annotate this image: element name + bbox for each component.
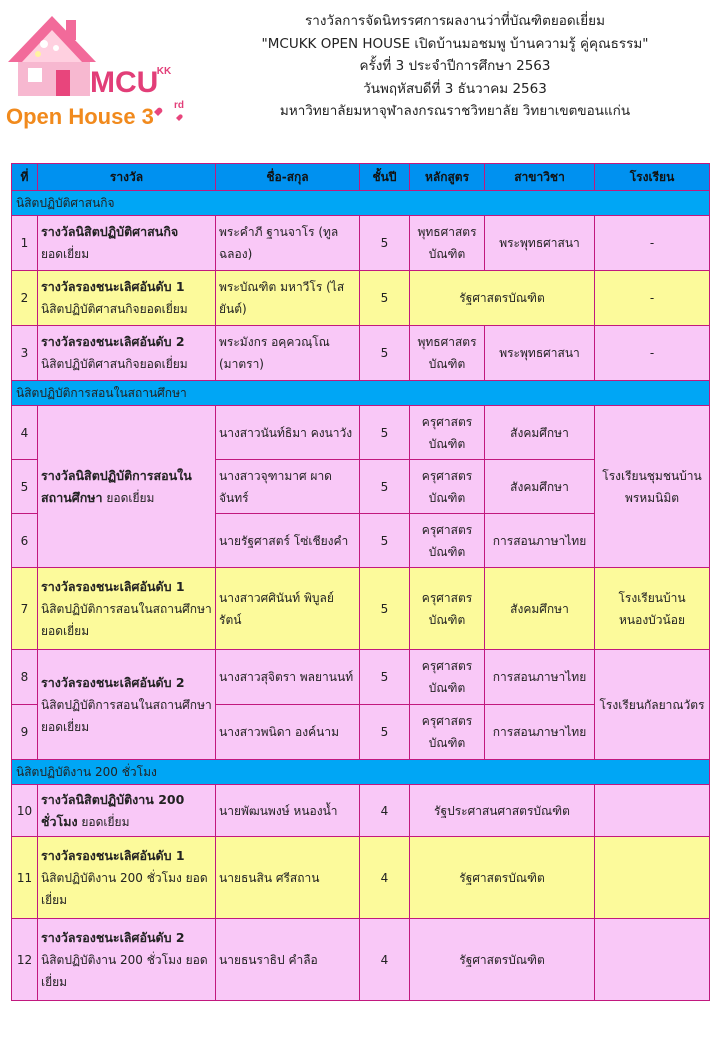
award-subtitle: ยอดเยี่ยม: [41, 247, 90, 261]
row-award: [38, 837, 216, 919]
row-award: [38, 650, 216, 760]
row-curriculum: ครุศาสตรบัณฑิต: [410, 568, 485, 650]
award-subtitle: นิสิตปฏิบัติงาน 200 ชั่วโมง ยอดเยี่ยม: [41, 952, 208, 989]
row-year: 5: [360, 326, 410, 381]
mcu-open-house-logo: [4, 4, 194, 130]
col-header-no: ที่: [12, 164, 38, 191]
award-subtitle: นิสิตปฏิบัติศาสนกิจยอดเยี่ยม: [41, 302, 188, 316]
award-title: รางวัลรองชนะเลิศอันดับ 2: [41, 334, 185, 349]
table-row: [12, 650, 710, 705]
row-school: -: [595, 271, 710, 326]
row-no: 8: [12, 650, 38, 705]
row-curriculum: พุทธศาสตรบัณฑิต: [410, 216, 485, 271]
table-row: [12, 785, 710, 837]
row-award: [38, 406, 216, 568]
row-major: การสอนภาษาไทย: [485, 514, 595, 568]
col-header-year: ชั้นปี: [360, 164, 410, 191]
row-name: นายรัฐศาสตร์ โซ่เชียงคำ: [216, 514, 360, 568]
row-award: [38, 271, 216, 326]
award-title: รางวัลรองชนะเลิศอันดับ 1: [41, 578, 185, 594]
col-header-award: รางวัล: [38, 164, 216, 191]
row-year: 4: [360, 785, 410, 837]
header-edition: ครั้งที่ 3 ประจำปีการศึกษา 2563: [359, 58, 551, 74]
row-no: 3: [12, 326, 38, 381]
row-school: โรงเรียนชุมชนบ้านพรหมนิมิต: [595, 406, 710, 568]
row-year: 5: [360, 271, 410, 326]
award-title: รางวัลรองชนะเลิศอันดับ 2: [41, 674, 185, 690]
header-event-name: "MCUKK OPEN HOUSE เปิดบ้านมอชมพู บ้านความรู้ คู่คุณธรรม": [261, 35, 649, 52]
row-curriculum-major: รัฐศาสตรบัณฑิต: [410, 837, 595, 919]
row-name: นางสาวนันท์ธิมา คงนาวัง: [216, 406, 360, 460]
award-title: รางวัลนิสิตปฏิบัติศาสนกิจ: [41, 224, 179, 239]
table-row: [12, 919, 710, 1001]
table-row: [12, 568, 710, 650]
table-row: [12, 406, 710, 460]
row-curriculum: ครุศาสตรบัณฑิต: [410, 650, 485, 705]
row-major: การสอนภาษาไทย: [485, 705, 595, 760]
row-major: พระพุทธศาสนา: [485, 326, 595, 381]
row-no: 10: [12, 785, 38, 837]
row-major: สังคมศึกษา: [485, 568, 595, 650]
row-award: [38, 785, 216, 837]
table-row: [12, 271, 710, 326]
table-row: [12, 837, 710, 919]
row-curriculum: พุทธศาสตรบัณฑิต: [410, 326, 485, 381]
row-no: 4: [12, 406, 38, 460]
row-year: 5: [360, 568, 410, 650]
row-year: 5: [360, 460, 410, 514]
award-subtitle: นิสิตปฏิบัติศาสนกิจยอดเยี่ยม: [41, 357, 188, 371]
award-title: รางวัลรองชนะเลิศอันดับ 1: [41, 279, 185, 294]
row-school: -: [595, 216, 710, 271]
award-title: รางวัลนิสิตปฏิบัติการสอนในสถานศึกษา: [41, 467, 192, 505]
award-title: รางวัลรองชนะเลิศอันดับ 1: [41, 847, 185, 863]
row-no: 9: [12, 705, 38, 760]
award-subtitle: นิสิตปฏิบัติงาน 200 ชั่วโมง ยอดเยี่ยม: [41, 870, 208, 907]
award-subtitle: ยอดเยี่ยม: [81, 814, 130, 829]
row-year: 5: [360, 705, 410, 760]
col-header-school: โรงเรียน: [595, 164, 710, 191]
logo-brand-suffix: .KK: [154, 66, 172, 77]
logo-brand-text: MCU: [90, 66, 159, 99]
page-header: [198, 10, 712, 123]
logo-event-text: Open House 3: [6, 104, 154, 129]
row-name: นายธนสิน ศรีสถาน: [216, 837, 360, 919]
award-subtitle: นิสิตปฏิบัติการสอนในสถานศึกษา ยอดเยี่ยม: [41, 601, 212, 638]
header-title: รางวัลการจัดนิทรรศการผลงานว่าที่บัณฑิตยอดเยี่ยม: [305, 13, 605, 29]
awards-table: [11, 163, 709, 1001]
row-school: โรงเรียนกัลยาณวัตร: [595, 650, 710, 760]
row-year: 4: [360, 919, 410, 1001]
row-curriculum: ครุศาสตรบัณฑิต: [410, 460, 485, 514]
section-heading: นิสิตปฏิบัติงาน 200 ชั่วโมง: [12, 760, 710, 785]
row-curriculum-major: รัฐศาสตรบัณฑิต: [410, 271, 595, 326]
col-header-major: สาขาวิชา: [485, 164, 595, 191]
table-header-row: [12, 164, 710, 191]
row-award: [38, 568, 216, 650]
row-year: 4: [360, 837, 410, 919]
row-award: [38, 216, 216, 271]
row-name: นายธนราธิป คำลือ: [216, 919, 360, 1001]
row-name: พระมังกร อคฺควณฺโณ (มาตรา): [216, 326, 360, 381]
award-subtitle: ยอดเยี่ยม: [106, 490, 155, 505]
row-no: 1: [12, 216, 38, 271]
section-heading: นิสิตปฏิบัติศาสนกิจ: [12, 191, 710, 216]
row-award: [38, 919, 216, 1001]
row-major: สังคมศึกษา: [485, 406, 595, 460]
row-no: 12: [12, 919, 38, 1001]
row-no: 11: [12, 837, 38, 919]
table-row: [12, 326, 710, 381]
row-name: นางสาวศศินันท์ พิบูลย์รัตน์: [216, 568, 360, 650]
row-award: [38, 326, 216, 381]
row-school: โรงเรียนบ้านหนองบัวน้อย: [595, 568, 710, 650]
row-year: 5: [360, 216, 410, 271]
award-title: รางวัลนิสิตปฏิบัติงาน 200 ชั่วโมง: [41, 791, 185, 829]
row-school: -: [595, 326, 710, 381]
row-school: [595, 837, 710, 919]
row-curriculum: ครุศาสตรบัณฑิต: [410, 406, 485, 460]
header-university: มหาวิทยาลัยมหาจุฬาลงกรณราชวิทยาลัย วิทยาเขตขอนแก่น: [279, 103, 631, 119]
row-no: 5: [12, 460, 38, 514]
logo-event-sup: rd: [174, 100, 184, 111]
header-date: วันพฤหัสบดีที่ 3 ธันวาคม 2563: [363, 80, 547, 97]
row-name: นางสาวพนิดา องค์นาม: [216, 705, 360, 760]
row-no: 2: [12, 271, 38, 326]
row-year: 5: [360, 650, 410, 705]
row-name: นายพัฒนพงษ์ หนองน้ำ: [216, 785, 360, 837]
row-name: นางสาวสุจิตรา พลยานนท์: [216, 650, 360, 705]
row-major: พระพุทธศาสนา: [485, 216, 595, 271]
row-year: 5: [360, 514, 410, 568]
award-subtitle: นิสิตปฏิบัติการสอนในสถานศึกษา ยอดเยี่ยม: [41, 697, 212, 734]
row-curriculum: ครุศาสตรบัณฑิต: [410, 514, 485, 568]
col-header-name: ชื่อ-สกุล: [216, 164, 360, 191]
row-curriculum-major: รัฐประศาสนศาสตรบัณฑิต: [410, 785, 595, 837]
row-no: 6: [12, 514, 38, 568]
row-curriculum: ครุศาสตรบัณฑิต: [410, 705, 485, 760]
table-row: [12, 216, 710, 271]
row-name: พระบัณฑิต มหาวีโร (ไสยันต์): [216, 271, 360, 326]
award-title: รางวัลรองชนะเลิศอันดับ 2: [41, 929, 185, 945]
row-school: [595, 919, 710, 1001]
row-school: [595, 785, 710, 837]
row-no: 7: [12, 568, 38, 650]
row-year: 5: [360, 406, 410, 460]
row-curriculum-major: รัฐศาสตรบัณฑิต: [410, 919, 595, 1001]
col-header-curriculum: หลักสูตร: [410, 164, 485, 191]
row-name: พระคำภี ฐานจาโร (ทูลฉลอง): [216, 216, 360, 271]
row-major: การสอนภาษาไทย: [485, 650, 595, 705]
row-major: สังคมศึกษา: [485, 460, 595, 514]
section-heading: นิสิตปฏิบัติการสอนในสถานศึกษา: [12, 381, 710, 406]
row-name: นางสาวจุฑามาศ ผาดจันทร์: [216, 460, 360, 514]
